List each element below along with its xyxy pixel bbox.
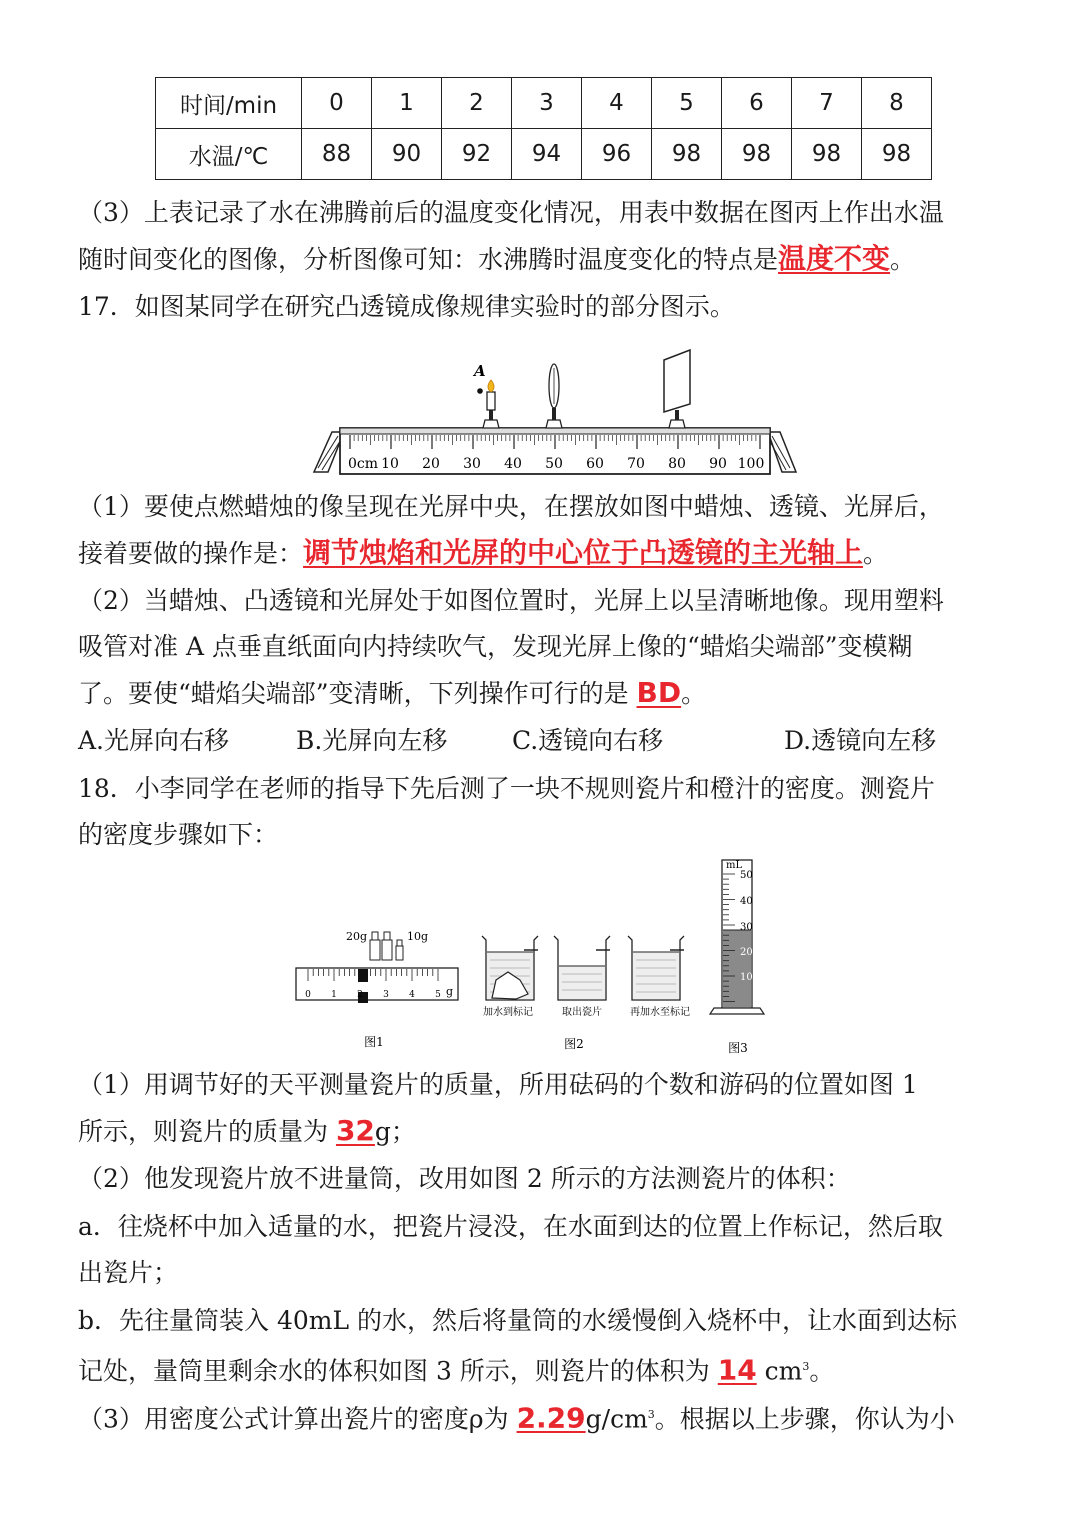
temp-cell: 98: [722, 129, 792, 180]
scale-tick-label: 3: [383, 990, 389, 1000]
beaker-label: 再加水至标记: [630, 1007, 690, 1018]
tick-label: 40: [504, 456, 522, 472]
temp-cell: 98: [652, 129, 722, 180]
q18-a-line2: 出瓷片；: [78, 1258, 179, 1287]
tick-label: 50: [545, 456, 563, 472]
q17-1-end: 。: [863, 539, 889, 568]
tick-label: 10: [381, 456, 399, 472]
beaker-1: [482, 936, 538, 1000]
balance-scale: [296, 968, 458, 1003]
time-cell: 3: [512, 78, 582, 129]
cylinder-tick-label: 50: [740, 870, 753, 881]
temperature-table: [155, 77, 932, 180]
q17-2-line1: （2）当蜡烛、凸透镜和光屏处于如图位置时，光屏上以呈清晰地像。现用塑料: [78, 586, 944, 615]
cylinder-tick-label: 30: [740, 922, 753, 933]
temp-cell: 88: [302, 129, 372, 180]
temp-cell: 92: [442, 129, 512, 180]
weight-20g-label: 20g: [346, 930, 368, 943]
beaker-2: [554, 936, 610, 1000]
tick-label: 30: [463, 456, 481, 472]
fig2-caption: 图2: [564, 1037, 584, 1051]
scale-tick-label: 0: [305, 990, 311, 1000]
q18-1-text: 所示，则瓷片的质量为: [78, 1117, 336, 1146]
tick-label: 80: [668, 456, 686, 472]
option-a: A.光屏向右移: [78, 726, 230, 755]
unit-label: 0cm: [348, 456, 379, 472]
q18-3-end: 。根据以上步骤，你认为小: [654, 1404, 955, 1434]
q17-intro: 17．如图某同学在研究凸透镜成像规律实验时的部分图示。: [78, 292, 735, 321]
q17-1-answer: 调节烛焰和光屏的中心位于凸透镜的主光轴上: [303, 536, 864, 569]
q18-a-line1: a．往烧杯中加入适量的水，把瓷片浸没，在水面到达的位置上作标记，然后取: [78, 1212, 943, 1241]
time-cell: 6: [722, 78, 792, 129]
scale-tick-label: 2: [357, 990, 363, 1000]
cylinder-unit: mL: [726, 860, 743, 871]
q16-3-end: 。: [890, 245, 916, 274]
q18-3-unit: g/cm: [585, 1404, 648, 1434]
q18-1-end: g；: [374, 1117, 416, 1146]
beaker-3: [628, 936, 684, 1000]
temp-header: 水温/℃: [156, 129, 302, 180]
optical-bench-figure: [300, 340, 810, 480]
q17-2-line3: [78, 670, 1008, 717]
q18-b-text: 记处，量筒里剩余水的体积如图 3 所示，则瓷片的体积为: [78, 1356, 718, 1386]
fig3-caption: 图3: [728, 1041, 748, 1055]
point-a-label: A: [474, 362, 486, 380]
fig1-caption: 图1: [364, 1035, 384, 1049]
time-cell: 0: [302, 78, 372, 129]
cylinder-tick-label: 10: [740, 972, 753, 983]
temp-cell: 94: [512, 129, 582, 180]
temp-cell: 98: [792, 129, 862, 180]
q16-3-answer: 温度不变: [778, 242, 891, 275]
scale-tick-label: 5: [435, 990, 441, 1000]
beaker-label: 取出瓷片: [562, 1007, 602, 1018]
q18-3-line1: [78, 1392, 1008, 1442]
q17-1-text: 接着要做的操作是：: [78, 539, 304, 568]
q18-1-answer: 32: [335, 1114, 375, 1147]
q17-2-answer: BD: [636, 676, 682, 709]
q16-3-line1: （3）上表记录了水在沸腾前后的温度变化情况，用表中数据在图丙上作出水温: [78, 198, 944, 227]
time-cell: 4: [582, 78, 652, 129]
table-row-temp: [156, 129, 932, 180]
q18-b-end: 。: [809, 1356, 835, 1386]
q17-options: [78, 718, 1008, 764]
scale-tick-label: 1: [331, 990, 337, 1000]
light-screen: [664, 350, 690, 428]
option-d: D.透镜向左移: [784, 726, 937, 755]
tick-label: 20: [422, 456, 440, 472]
q18-3-text: （3）用密度公式计算出瓷片的密度ρ为: [78, 1404, 517, 1434]
time-cell: 7: [792, 78, 862, 129]
option-b: B.光屏向左移: [296, 726, 448, 755]
q18-b-line1: b．先往量筒装入 40mL 的水，然后将量筒的水缓慢倒入烧杯中，让水面到达标: [78, 1306, 958, 1335]
time-cell: 8: [862, 78, 932, 129]
temp-cell: 98: [862, 129, 932, 180]
scale-unit-label: g: [446, 985, 454, 998]
time-cell: 2: [442, 78, 512, 129]
right-stand: [768, 432, 796, 472]
q18-intro2: 的密度步骤如下：: [78, 820, 279, 849]
option-c: C.透镜向右移: [512, 726, 664, 755]
time-header: 时间/min: [156, 78, 302, 129]
beaker-label: 加水到标记: [483, 1007, 533, 1018]
q17-2-line2: 吸管对准 A 点垂直纸面向内持续吹气，发现光屏上像的“蜡焰尖端部”变模糊: [78, 632, 913, 661]
graduated-cylinder: [710, 860, 764, 1014]
weights: [370, 932, 403, 960]
q17-2-end: 。: [681, 679, 707, 708]
q18-1-line1: （1）用调节好的天平测量瓷片的质量，所用砝码的个数和游码的位置如图 1: [78, 1070, 918, 1099]
tick-label: 70: [627, 456, 645, 472]
cylinder-tick-label: 20: [740, 947, 753, 958]
q17-1-line2: [78, 530, 1008, 577]
q17-1-line1: （1）要使点燃蜡烛的像呈现在光屏中央，在摆放如图中蜡烛、透镜、光屏后，: [78, 492, 944, 521]
time-cell: 1: [372, 78, 442, 129]
tick-label: 100: [737, 456, 765, 472]
q16-3-text: 随时间变化的图像，分析图像可知：水沸腾时温度变化的特点是: [78, 245, 779, 274]
tick-label: 90: [709, 456, 727, 472]
temp-cell: 96: [582, 129, 652, 180]
q18-intro1: 18．小李同学在老师的指导下先后测了一块不规则瓷片和橙汁的密度。测瓷片: [78, 774, 935, 803]
candle: [483, 380, 499, 428]
q16-3-line2: [78, 236, 1008, 283]
tick-label: 60: [586, 456, 604, 472]
q18-b-unit: cm: [756, 1356, 803, 1386]
q17-2-text: 了。要使“蜡焰尖端部”变清晰，下列操作可行的是: [78, 679, 637, 708]
q18-1-line2: [78, 1108, 1008, 1155]
scale-tick-label: 4: [409, 990, 415, 1000]
q18-b-sup: 3: [802, 1360, 810, 1373]
density-experiment-figure: [290, 852, 770, 1062]
q18-3-answer: 2.29: [516, 1401, 586, 1435]
weight-10g-label: 10g: [407, 930, 429, 943]
q18-3-sup: 3: [647, 1408, 655, 1421]
convex-lens: [546, 364, 562, 428]
q18-b-answer: 14: [717, 1353, 757, 1387]
point-a-dot: [477, 388, 483, 394]
table-row-time: [156, 78, 932, 129]
temp-cell: 90: [372, 129, 442, 180]
cylinder-tick-label: 40: [740, 896, 753, 907]
time-cell: 5: [652, 78, 722, 129]
q18-b-line2: [78, 1344, 1008, 1394]
q18-2-line1: （2）他发现瓷片放不进量筒，改用如图 2 所示的方法测瓷片的体积：: [78, 1164, 851, 1193]
